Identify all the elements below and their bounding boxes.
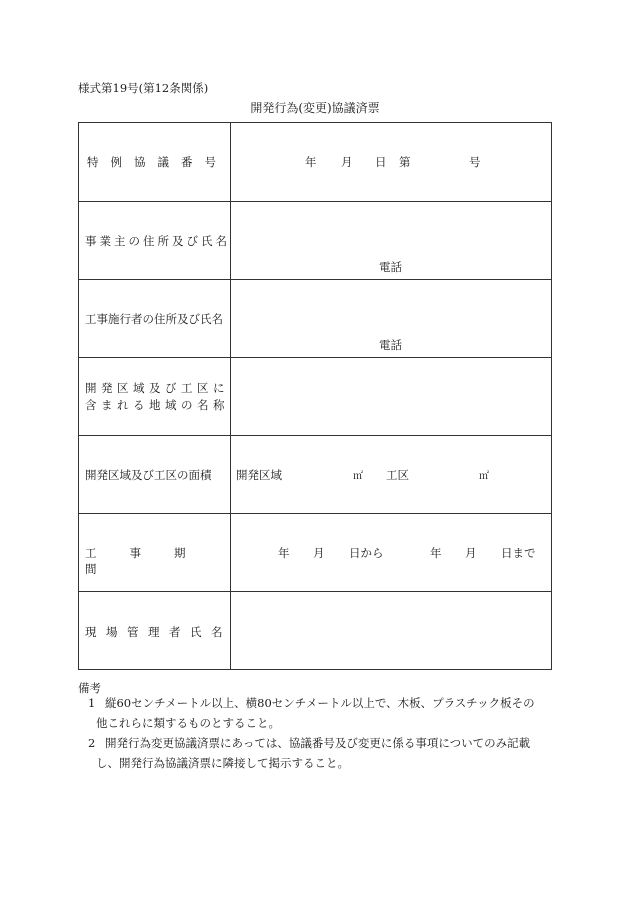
- start-year: 年: [278, 546, 290, 560]
- note-number: 2: [88, 736, 96, 750]
- note-text-line2: 他これらに類するものとすること。: [96, 716, 280, 730]
- label-special-consultation-number: 特例協議番号: [87, 155, 228, 169]
- start-day: 日から: [349, 546, 384, 560]
- end-year: 年: [430, 546, 442, 560]
- unit-sqm: ㎡: [353, 471, 363, 482]
- note-text-line1: 開発行為変更協議済票にあっては、協議番号及び変更に係る事項についてのみ記載: [104, 736, 531, 750]
- note-item: [88, 693, 535, 713]
- row-divider: [79, 201, 551, 202]
- note-number: 1: [88, 696, 96, 710]
- label-contractor-address-name: 工事施行者の住所及び氏名: [85, 312, 223, 326]
- value-year: 年: [305, 155, 317, 169]
- notes-title: 備考: [78, 681, 101, 695]
- value-day: 日: [375, 155, 387, 169]
- row-divider: [79, 591, 551, 592]
- form-number: 様式第19号(第12条関係): [78, 81, 209, 95]
- row-divider: [79, 513, 551, 514]
- note-text-line1: 縦60センチメートル以上、横80センチメートル以上で、木板、プラスチック板その: [104, 696, 535, 710]
- end-month: 月: [465, 546, 477, 560]
- column-divider: [230, 123, 231, 669]
- row-divider: [79, 435, 551, 436]
- ward-label: 工区: [386, 468, 409, 482]
- label-operator-address-name: 事業主の住所及び氏名: [85, 234, 230, 248]
- form-title: 開発行為(変更)協議済票: [250, 101, 380, 115]
- dev-area-label: 開発区域: [236, 468, 282, 482]
- permit-table: [78, 122, 552, 670]
- end-day: 日まで: [501, 546, 536, 560]
- unit-sqm: ㎡: [479, 471, 489, 482]
- value-dai: 第: [399, 155, 411, 169]
- label-area-names-line1: 開発区域及び工区に: [85, 381, 229, 395]
- row-divider: [79, 279, 551, 280]
- label-site-manager-name: 現場管理者氏名: [85, 625, 232, 639]
- label-construction-period: 工事期間: [85, 546, 219, 576]
- value-month: 月: [341, 155, 353, 169]
- start-month: 月: [313, 546, 325, 560]
- value-go: 号: [469, 155, 481, 169]
- note-item: [88, 733, 530, 753]
- phone-label: 電話: [379, 260, 402, 274]
- label-area-names-line2: 含まれる地域の名称: [85, 398, 229, 412]
- row-divider: [79, 357, 551, 358]
- label-area-size: 開発区域及び工区の面積: [85, 468, 212, 482]
- note-text-line2: し、開発行為協議済票に隣接して掲示すること。: [96, 756, 349, 770]
- phone-label: 電話: [379, 338, 402, 352]
